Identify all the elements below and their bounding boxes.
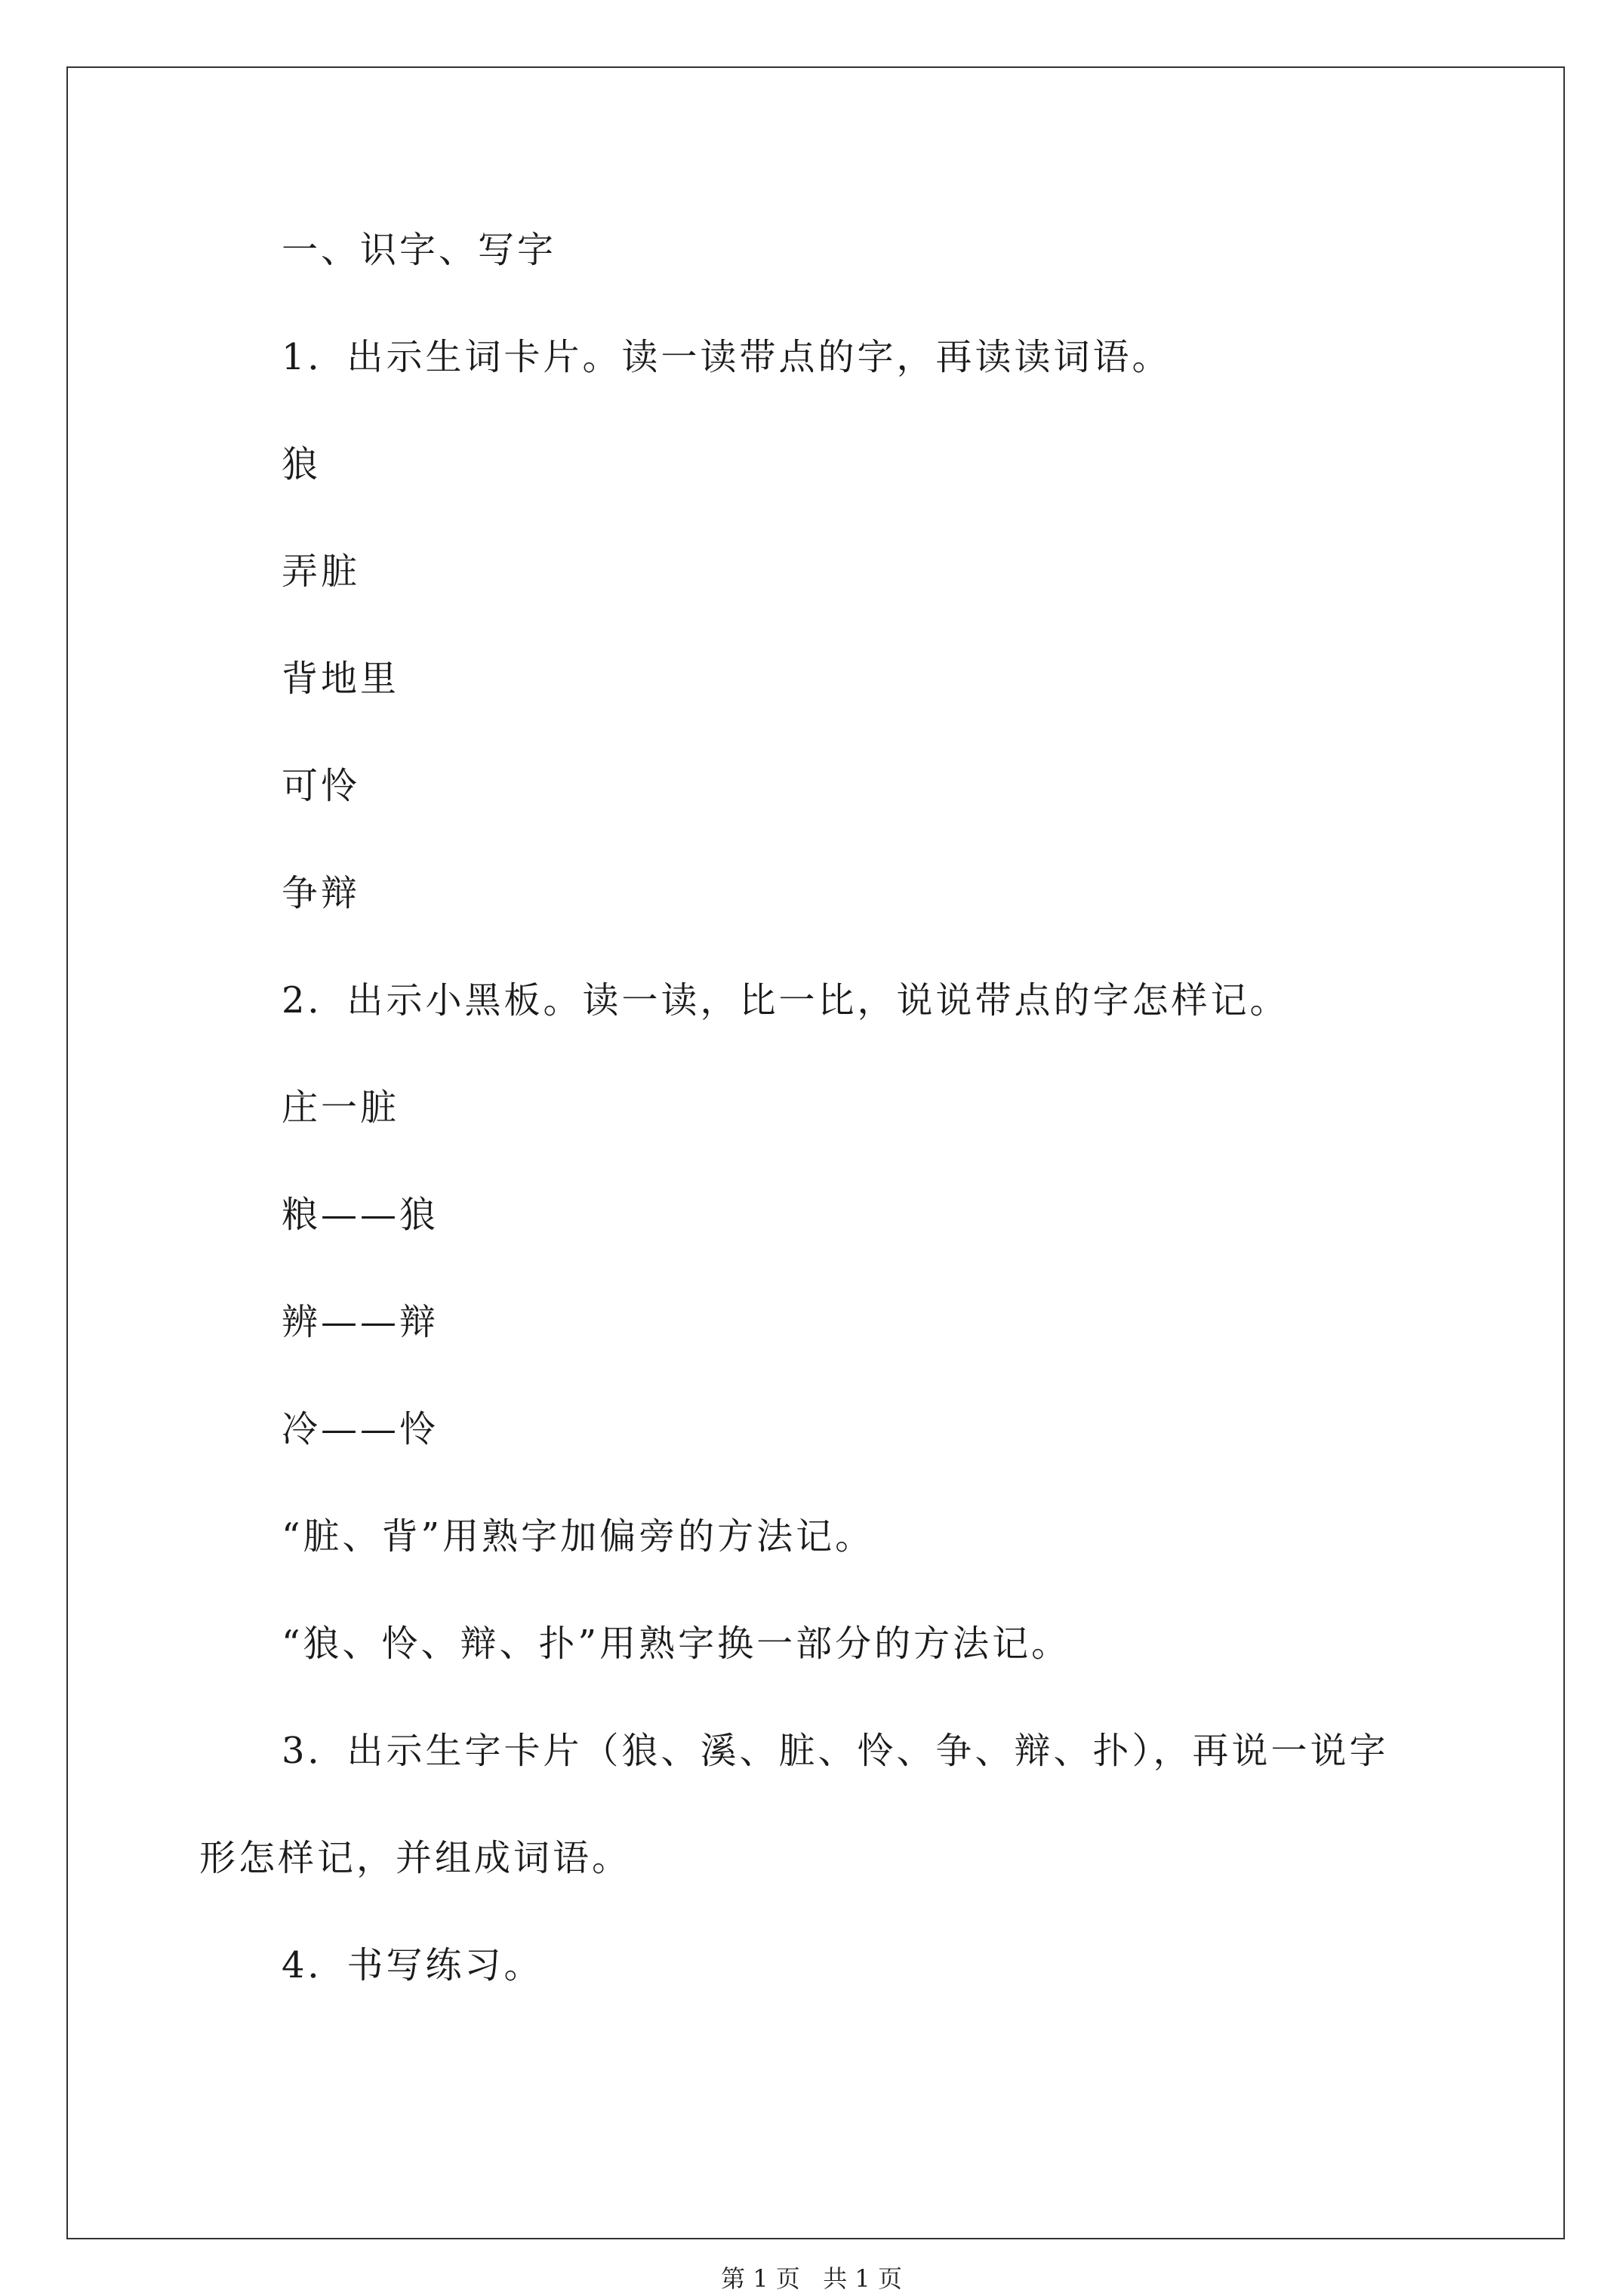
method-note: “狼、怜、辩、扑”用熟字换一部分的方法记。	[282, 1623, 1071, 1665]
method-note: “脏、背”用熟字加偏旁的方法记。	[282, 1515, 875, 1558]
paragraph-step-1: 1．出示生词卡片。读一读带点的字，再读读词语。	[282, 336, 1172, 378]
paragraph-step-4: 4．书写练习。	[282, 1944, 544, 1986]
vocab-word: 狼	[282, 443, 322, 485]
page-footer: 第 1 页 共 1 页	[721, 2264, 902, 2293]
vocab-word: 弄脏	[282, 550, 361, 593]
paragraph-step-3-continued: 形怎样记，并组成词语。	[199, 1837, 632, 1879]
vocab-word: 争辩	[282, 872, 361, 914]
paragraph-step-2: 2．出示小黑板。读一读，比一比，说说带点的字怎样记。	[282, 979, 1289, 1022]
vocab-word: 背地里	[282, 658, 400, 700]
character-pair: 庄一脏	[282, 1086, 400, 1129]
section-heading: 一、识字、写字	[282, 229, 557, 271]
character-pair: 辨——辩	[282, 1301, 439, 1343]
character-pair: 粮——狼	[282, 1194, 439, 1236]
page-border	[66, 66, 1565, 2239]
vocab-word: 可怜	[282, 765, 361, 807]
character-pair: 冷——怜	[282, 1408, 439, 1450]
paragraph-step-3: 3．出示生字卡片（狼、溪、脏、怜、争、辩、扑），再说一说字	[282, 1730, 1389, 1772]
